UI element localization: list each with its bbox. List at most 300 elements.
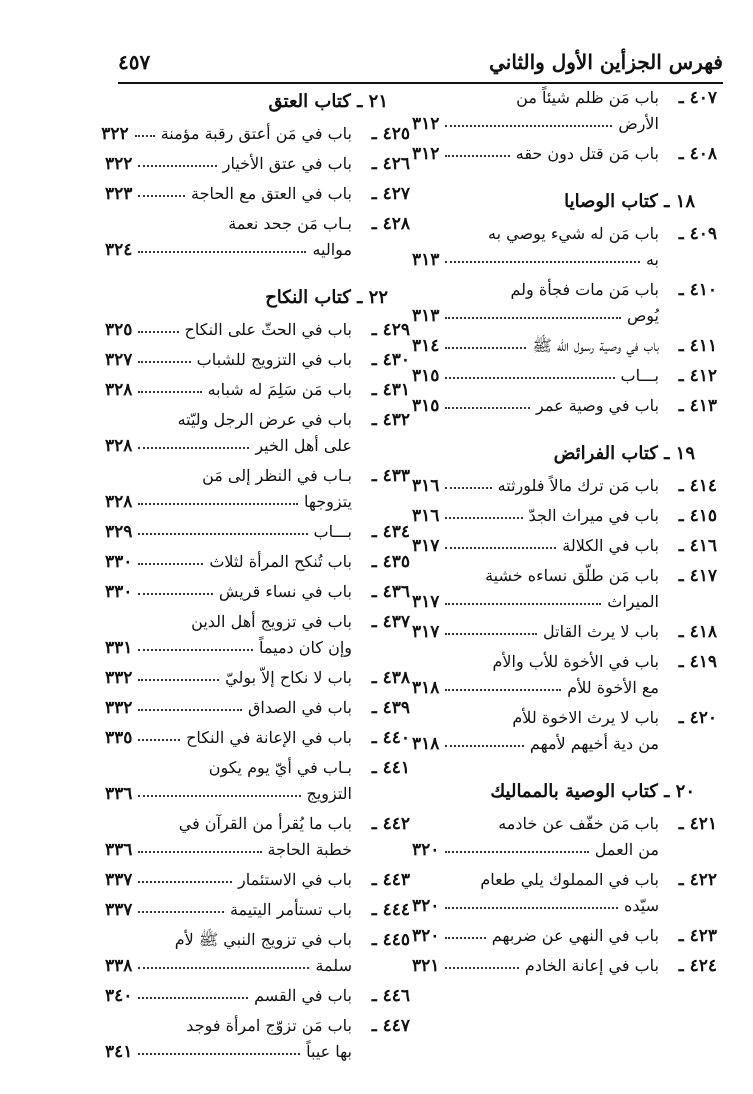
dot-leader [445, 373, 614, 379]
entry-title-text: باب مَن خفّف عن خادمه [498, 814, 659, 833]
entry-body [105, 317, 352, 343]
entry-number: ٤١٨ ـ [678, 622, 717, 642]
index-entry [105, 609, 410, 661]
entry-body [412, 503, 659, 529]
entry-body [105, 695, 352, 721]
entry-number: ٤٢٧ ـ [371, 184, 410, 204]
entry-body [105, 725, 352, 751]
entry-line [105, 1013, 352, 1039]
index-entry [105, 519, 410, 545]
index-entry [105, 983, 410, 1009]
dot-leader [138, 735, 180, 741]
entry-page-ref: ٣٢١ [412, 956, 440, 976]
index-entry [412, 533, 717, 559]
entry-title-text: يتزوجها [304, 492, 352, 511]
entry-body [105, 609, 352, 661]
entry-page-ref: ٣٢٨ [105, 380, 133, 400]
section-heading: ٢٠ ـ كتاب الوصية بالمماليك [490, 781, 695, 802]
entry-number: ٤٤٥ ـ [371, 930, 410, 950]
entry-title-text: مع الأخوة للأم [567, 678, 659, 697]
entry-page-ref: ٣١٥ [412, 396, 440, 416]
entry-line [412, 533, 659, 559]
entry-title-text: به [645, 250, 659, 269]
entry-number: ٤١٧ ـ [678, 566, 717, 586]
entry-title-text: باب في إعانة الخادم [524, 956, 659, 975]
entry-body [105, 811, 352, 863]
entry-page-ref: ٣٢٨ [105, 492, 133, 512]
entry-line [412, 277, 659, 303]
entry-page-ref: ٣١٦ [412, 506, 440, 526]
entry-number: ٤٣٩ ـ [371, 698, 410, 718]
entry-line [412, 473, 659, 499]
index-entry [412, 141, 717, 167]
entry-number: ٤٣٢ ـ [371, 410, 410, 430]
index-entry [105, 317, 410, 343]
entry-line [412, 953, 659, 979]
entry-title-text: الميراث [607, 592, 659, 611]
entry-line [105, 1039, 352, 1065]
entry-page-ref: ٣٣١ [105, 638, 133, 658]
entry-page-ref: ٣٢٣ [105, 184, 133, 204]
index-entry [105, 549, 410, 575]
dot-leader [138, 443, 249, 449]
entry-page-ref: ٣٢٥ [105, 320, 133, 340]
right-column [412, 85, 717, 983]
entry-line [412, 363, 659, 389]
index-entry [105, 1013, 410, 1065]
entry-title-text: باب في الحثّ على النكاح [184, 320, 352, 339]
entry-line [412, 247, 659, 273]
index-entry [105, 867, 410, 893]
entry-number: ٤٢٠ ـ [678, 708, 717, 728]
entry-body [412, 811, 659, 863]
index-entry [412, 393, 717, 419]
index-entry [105, 665, 410, 691]
entry-number: ٤٤٠ ـ [371, 728, 410, 748]
entry-number: ٤٠٩ ـ [678, 224, 717, 244]
entry-line [412, 221, 659, 247]
entry-title-text: باب في تزويج أهل الدين [191, 612, 352, 631]
entry-title-text: باب في عتق الأخيار [222, 154, 352, 173]
entry-page-ref: ٣٣٠ [105, 582, 133, 602]
dot-leader [138, 963, 309, 969]
entry-number: ٤٢٢ ـ [678, 870, 717, 890]
entry-number: ٤٢١ ـ [678, 814, 717, 834]
entry-line [412, 649, 659, 675]
dot-leader [138, 705, 242, 711]
entry-line [101, 121, 352, 147]
entry-line [105, 665, 352, 691]
entry-page-ref: ٣٢٨ [105, 436, 133, 456]
entry-title-text: الأرض [618, 114, 659, 133]
entry-page-ref: ٣٣٦ [105, 784, 133, 804]
entry-title-text: باب في ميراث الجدّ [528, 506, 659, 525]
entry-body [105, 181, 352, 207]
entry-line [105, 635, 352, 661]
entry-page-ref: ٣٢٢ [101, 124, 129, 144]
entry-title-text: من العمل [594, 840, 659, 859]
index-entry [412, 649, 717, 701]
entry-line [105, 811, 352, 837]
entry-line [412, 893, 659, 919]
entry-page-ref: ٣١٣ [412, 250, 440, 270]
entry-number: ٤٤١ ـ [371, 758, 410, 778]
entry-body [412, 867, 659, 919]
entry-line [412, 563, 659, 589]
entry-title-text: سيّده [623, 896, 659, 915]
entry-page-ref: ٣١٣ [412, 306, 440, 326]
entry-title-text: باب لا يرث الاخوة للأم [512, 708, 659, 727]
entry-body [412, 619, 659, 645]
entry-line [412, 867, 659, 893]
index-entry [412, 705, 717, 757]
entry-title-text: بـاب مَن جحد نعمة [228, 214, 352, 233]
entry-body [412, 393, 659, 419]
entry-number: ٤٣٦ ـ [371, 582, 410, 602]
page-header [118, 42, 723, 84]
dot-leader [138, 645, 253, 651]
entry-number: ٤٢٦ ـ [371, 154, 410, 174]
entry-number: ٤٤٤ ـ [371, 900, 410, 920]
dot-leader [138, 877, 232, 883]
entry-line [105, 377, 352, 403]
entry-body [105, 377, 352, 403]
entry-number: ٤٣١ ـ [371, 380, 410, 400]
entry-number: ٤١٢ ـ [678, 366, 717, 386]
dot-leader [445, 599, 601, 605]
entry-page-ref: ٣١٧ [412, 622, 440, 642]
entry-title-text: من دية أخيهم لأمهم [529, 734, 659, 753]
index-entry [101, 121, 410, 147]
dot-leader [138, 191, 185, 197]
entry-page-ref: ٣٢٠ [412, 896, 440, 916]
entry-body [412, 141, 659, 167]
entry-line [105, 151, 352, 177]
entry-page-ref: ٣٣٥ [105, 728, 133, 748]
index-entry [105, 407, 410, 459]
index-entry [412, 563, 717, 615]
entry-line [105, 407, 352, 433]
page-title: فهرس الجزأين الأول والثاني [489, 50, 723, 74]
entry-title-text: باب في نساء قريش [218, 582, 352, 601]
entry-line [105, 519, 352, 545]
entry-number: ٤٢٣ ـ [678, 926, 717, 946]
dot-leader [445, 847, 588, 853]
entry-title-text: باب في تزويج النبي ﷺ لأم [174, 930, 352, 949]
entry-line [412, 731, 659, 757]
index-entry [412, 953, 717, 979]
entry-body [412, 953, 659, 979]
entry-page-ref: ٣٢٠ [412, 840, 440, 860]
entry-line [105, 695, 352, 721]
entry-number: ٤١٦ ـ [678, 536, 717, 556]
entry-number: ٤٢٩ ـ [371, 320, 410, 340]
entry-number: ٤٣٣ ـ [371, 466, 410, 486]
entry-line [105, 867, 352, 893]
entry-body [105, 463, 352, 515]
entry-number: ٤٠٨ ـ [678, 144, 717, 164]
entry-line [105, 953, 352, 979]
entry-page-ref: ٣٣٧ [105, 870, 133, 890]
index-entry [412, 333, 717, 359]
entry-number: ٤١١ ـ [678, 336, 717, 356]
index-entry [105, 463, 410, 515]
entry-title-text: باب ما يُقرأ من القرآن في [178, 814, 352, 833]
entry-number: ٤١٣ ـ [678, 396, 717, 416]
entry-title-text: باب في الصداق [248, 698, 352, 717]
entry-title-text: باب مَن مات فجأة ولم [510, 280, 659, 299]
entry-line [105, 755, 352, 781]
entry-line [105, 781, 352, 807]
entry-title-text: باب في المملوك يلي طعام [480, 870, 659, 889]
left-column [101, 85, 410, 1069]
entry-body [105, 897, 352, 923]
dot-leader [138, 589, 213, 595]
entry-title-text: باب مَن له شيء يوصي به [488, 224, 659, 243]
entry-line [105, 433, 352, 459]
entry-number: ٤٠٧ ـ [678, 88, 717, 108]
dot-leader [138, 529, 307, 535]
entry-body [412, 85, 659, 137]
section-heading: ٢٢ ـ كتاب النكاح [265, 287, 388, 308]
entry-title-text: باب لا يرث القاتل [543, 622, 659, 641]
entry-line [105, 837, 352, 863]
index-entry [412, 867, 717, 919]
entry-line [412, 837, 659, 863]
entry-line [105, 489, 352, 515]
entry-line [412, 333, 659, 359]
index-entry [105, 927, 410, 979]
dot-leader [445, 313, 621, 319]
entry-title-text: باب في الأخوة للأب والأم [492, 652, 659, 671]
entry-page-ref: ٣١٢ [412, 114, 440, 134]
dot-leader [138, 907, 224, 913]
entry-line [105, 549, 352, 575]
entry-page-ref: ٣١٧ [412, 536, 440, 556]
entry-line [412, 141, 659, 167]
dot-leader [138, 161, 216, 167]
dot-leader [138, 1049, 300, 1055]
section-heading: ١٩ ـ كتاب الفرائض [553, 443, 695, 464]
entry-title-text: باب لا نكاح إلاّ بوليّ [225, 668, 352, 687]
entry-line [105, 983, 352, 1009]
dot-leader [445, 741, 524, 747]
entry-page-ref: ٣٣٠ [105, 552, 133, 572]
entry-number: ٤١٩ ـ [678, 652, 717, 672]
index-entry [412, 85, 717, 137]
entry-body [412, 923, 659, 949]
entry-body [105, 549, 352, 575]
entry-title-text: باب في التزويج للشباب [196, 350, 352, 369]
dot-leader [138, 993, 248, 999]
entry-line [412, 111, 659, 137]
entry-number: ٤٣٤ ـ [371, 522, 410, 542]
index-entry [412, 923, 717, 949]
entry-body [412, 221, 659, 273]
entry-body [105, 151, 352, 177]
entry-body [105, 1013, 352, 1065]
entry-body [412, 533, 659, 559]
entry-line [105, 463, 352, 489]
entry-page-ref: ٣١٢ [412, 144, 440, 164]
entry-title-text: سلمة [315, 956, 352, 975]
dot-leader [138, 675, 219, 681]
entry-number: ٤٤٧ ـ [371, 1016, 410, 1036]
entry-title-text: باب في العتق مع الحاجة [190, 184, 352, 203]
entry-number: ٤٢٨ ـ [371, 214, 410, 234]
section-heading: ٢١ ـ كتاب العتق [268, 91, 388, 112]
index-entry [412, 811, 717, 863]
entry-line [412, 85, 659, 111]
dot-leader [445, 257, 640, 263]
entry-body [105, 211, 352, 263]
entry-body [105, 927, 352, 979]
entry-body [105, 983, 352, 1009]
entry-line [105, 927, 352, 953]
entry-line [412, 303, 659, 329]
dot-leader [138, 387, 201, 393]
index-entry [105, 211, 410, 263]
entry-page-ref: ٣٢٤ [105, 240, 133, 260]
index-entry [412, 277, 717, 329]
entry-body [412, 363, 659, 389]
index-entry [412, 619, 717, 645]
index-entry [412, 503, 717, 529]
entry-page-ref: ٣٢٢ [105, 154, 133, 174]
index-entry [412, 221, 717, 273]
entry-page-ref: ٣٢٧ [105, 350, 133, 370]
entry-title-text: مواليه [312, 240, 352, 259]
entry-page-ref: ٣١٤ [412, 336, 440, 356]
index-entry [105, 181, 410, 207]
entry-title-text: باب في القسم [254, 986, 352, 1005]
index-entry [105, 579, 410, 605]
dot-leader [445, 629, 537, 635]
entry-title-text: وإن كان دميماً [259, 638, 352, 657]
entry-body [412, 473, 659, 499]
entry-page-ref: ٣٤٠ [105, 986, 133, 1006]
entry-number: ٤١٤ ـ [678, 476, 717, 496]
entry-line [412, 923, 659, 949]
entry-title-text: باب في الإعانة في النكاح [186, 728, 352, 747]
entry-title-text: باب في مَن أعتق رقبة مؤمنة [160, 124, 352, 143]
entry-body [412, 277, 659, 329]
entry-title-text: باب مَن تزوّج امرأة فوجد [186, 1016, 352, 1035]
dot-leader [135, 131, 155, 137]
dot-leader [445, 963, 519, 969]
entry-page-ref: ٣٢٠ [412, 926, 440, 946]
entry-number: ٤٣٧ ـ [371, 612, 410, 632]
entry-title-text: باب تستأمر اليتيمة [229, 900, 352, 919]
section-heading: ١٨ ـ كتاب الوصايا [564, 191, 695, 212]
entry-title-text: يُوص [626, 306, 659, 325]
entry-page-ref: ٣١٧ [412, 592, 440, 612]
entry-title-text: باب تُنكح المرأة لثلاث [209, 552, 352, 571]
entry-page-ref: ٣٣٨ [105, 956, 133, 976]
entry-line [105, 609, 352, 635]
entry-body [105, 755, 352, 807]
entry-page-ref: ٣١٥ [412, 366, 440, 386]
entry-page-ref: ٣٣٢ [105, 698, 133, 718]
entry-title-text: التزويج [306, 784, 352, 803]
entry-body [105, 347, 352, 373]
dot-leader [445, 903, 618, 909]
entry-title-text: باب مَن ظلم شيئاً من [516, 88, 659, 107]
entry-page-ref: ٣٣٢ [105, 668, 133, 688]
entry-number: ٤٣٠ ـ [371, 350, 410, 370]
dot-leader [445, 543, 556, 549]
dot-leader [138, 559, 203, 565]
index-entry [105, 755, 410, 807]
entry-number: ٤٤٦ ـ [371, 986, 410, 1006]
entry-number: ٤٤٣ ـ [371, 870, 410, 890]
dot-leader [138, 847, 261, 853]
entry-title-text: باب مَن طلّق نساءه خشية [485, 566, 659, 585]
dot-leader [445, 151, 509, 157]
entry-body [105, 579, 352, 605]
entry-title-text: باب مَن سَلِمَ له شبابه [207, 380, 352, 399]
index-entry [105, 897, 410, 923]
index-entry [105, 151, 410, 177]
dot-leader [138, 357, 190, 363]
entry-line [105, 237, 352, 263]
entry-number: ٤٢٤ ـ [678, 956, 717, 976]
entry-number: ٤١٥ ـ [678, 506, 717, 526]
entry-page-ref: ٣٤١ [105, 1042, 133, 1062]
dot-leader [445, 685, 561, 691]
dot-leader [445, 403, 530, 409]
entry-title-text: بـــاب [313, 522, 352, 541]
entry-line [412, 393, 659, 419]
index-entry [105, 811, 410, 863]
entry-page-ref: ٣٣٧ [105, 900, 133, 920]
entry-line [105, 725, 352, 751]
entry-body [412, 333, 659, 359]
entry-number: ٤٤٢ ـ [371, 814, 410, 834]
entry-title-text: باب في عرض الرجل وليّته [177, 410, 352, 429]
entry-title-text: باب في وصية رسول الله ﷺ [532, 336, 659, 355]
entry-page-ref: ٣١٨ [412, 734, 440, 754]
index-entry [105, 725, 410, 751]
entry-line [105, 181, 352, 207]
entry-title-text: على أهل الخير [255, 436, 352, 455]
dot-leader [138, 499, 298, 505]
entry-number: ٤٣٨ ـ [371, 668, 410, 688]
entry-body [412, 649, 659, 701]
entry-body [105, 519, 352, 545]
entry-body [105, 407, 352, 459]
page-number: ٤٥٧ [118, 50, 151, 74]
dot-leader [445, 513, 522, 519]
entry-title-text: باب في وصية عمر [536, 396, 659, 415]
entry-title-text: خطبة الحاجة [267, 840, 352, 859]
entry-title-text: بـاب في أيّ يوم يكون [208, 758, 352, 777]
entry-number: ٤٢٥ ـ [371, 124, 410, 144]
entry-line [105, 897, 352, 923]
entry-title-text: بـاب في النظر إلى مَن [202, 466, 352, 485]
dot-leader [138, 791, 300, 797]
entry-title-text: بها عيباً [306, 1042, 352, 1061]
entry-line [105, 579, 352, 605]
entry-body [412, 705, 659, 757]
entry-line [412, 503, 659, 529]
entry-line [412, 705, 659, 731]
entry-title-text: باب مَن قتل دون حقه [515, 144, 659, 163]
entry-title-text: باب مَن ترك مالاً فلورثته [497, 476, 659, 495]
dot-leader [445, 933, 485, 939]
entry-number: ٤١٠ ـ [678, 280, 717, 300]
entry-line [105, 317, 352, 343]
